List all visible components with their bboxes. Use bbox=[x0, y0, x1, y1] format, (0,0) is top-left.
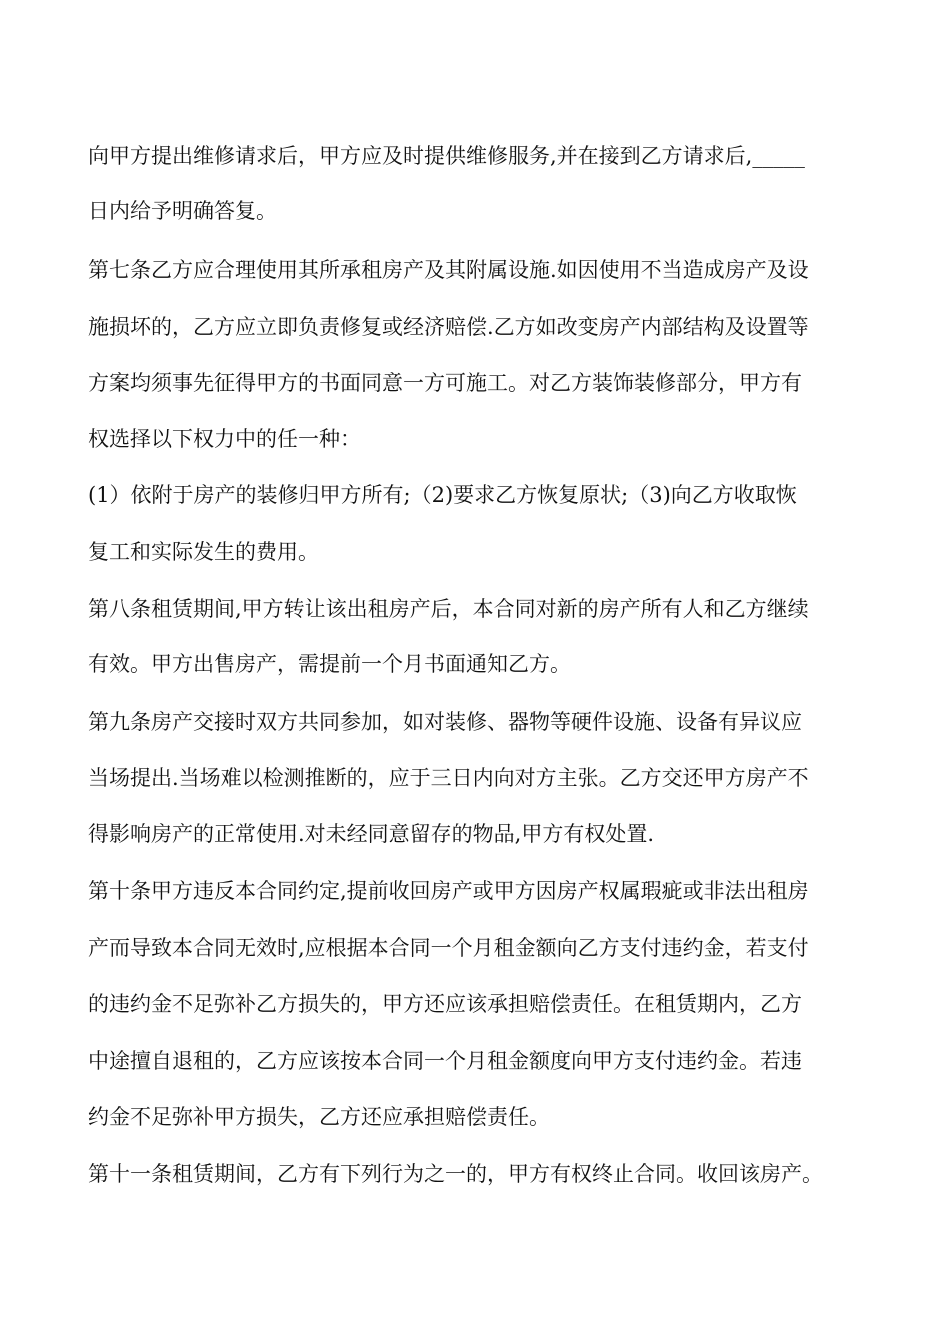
text-line: 有效。甲方出售房产，需提前一个月书面通知乙方。 bbox=[88, 652, 571, 676]
text-line: 第九条房产交接时双方共同参加，如对装修、器物等硬件设施、设备有异议应 bbox=[88, 710, 802, 734]
text-line: 产而导致本合同无效时,应根据本合同一个月租金额向乙方支付违约金，若支付 bbox=[88, 936, 809, 960]
text-line: 方案均须事先征得甲方的书面同意一方可施工。对乙方装饰装修部分，甲方有 bbox=[88, 371, 802, 395]
text-line: 施损坏的，乙方应立即负责修复或经济赔偿.乙方如改变房产内部结构及设置等 bbox=[88, 315, 809, 339]
text-line: 第十一条租赁期间，乙方有下列行为之一的，甲方有权终止合同。收回该房产。 bbox=[88, 1162, 823, 1186]
text-line: 当场提出.当场难以检测推断的，应于三日内向对方主张。乙方交还甲方房产不 bbox=[88, 766, 809, 790]
text-line: 约金不足弥补甲方损失，乙方还应承担赔偿责任。 bbox=[88, 1105, 550, 1129]
text-line: 第七条乙方应合理使用其所承租房产及其附属设施.如因使用不当造成房产及设 bbox=[88, 258, 809, 282]
text-line: 中途擅自退租的，乙方应该按本合同一个月租金额度向甲方支付违约金。若违 bbox=[88, 1049, 802, 1073]
text-line: 的违约金不足弥补乙方损失的，甲方还应该承担赔偿责任。在租赁期内，乙方 bbox=[88, 992, 802, 1016]
text-line: 第八条租赁期间,甲方转让该出租房产后，本合同对新的房产所有人和乙方继续 bbox=[88, 597, 809, 621]
text-line: 向甲方提出维修请求后，甲方应及时提供维修服务,并在接到乙方请求后,_____ bbox=[88, 144, 805, 168]
text-line: 权选择以下权力中的任一种： bbox=[88, 427, 361, 451]
text-line: 得影响房产的正常使用.对未经同意留存的物品,甲方有权处置. bbox=[88, 822, 655, 846]
text-line: 复工和实际发生的费用。 bbox=[88, 540, 319, 564]
text-line: (1）依附于房产的装修归甲方所有;（2)要求乙方恢复原状;（3)向乙方收取恢 bbox=[88, 483, 797, 507]
text-line: 第十条甲方违反本合同约定,提前收回房产或甲方因房产权属瑕疵或非法出租房 bbox=[88, 879, 809, 903]
text-line: 日内给予明确答复。 bbox=[88, 199, 277, 223]
